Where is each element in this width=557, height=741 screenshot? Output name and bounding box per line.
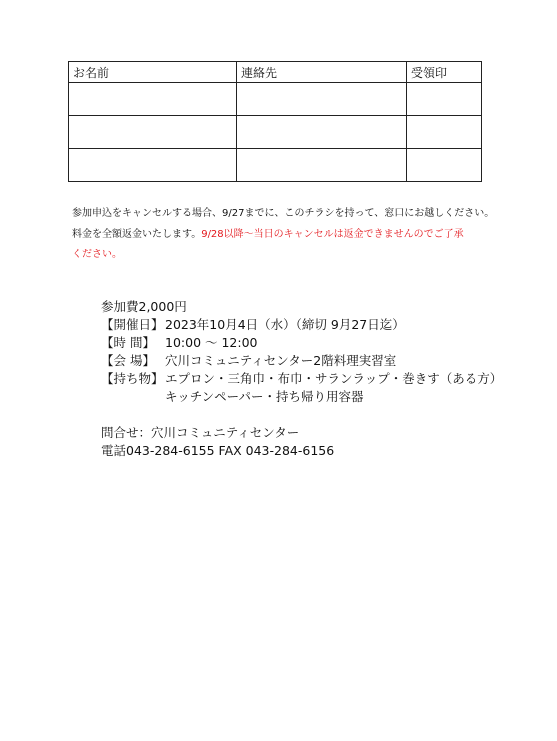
stamp-cell [407, 83, 482, 116]
fee-line [101, 298, 521, 316]
time-value: 10:00 ～ 12:00 [165, 335, 258, 350]
date-line [101, 316, 521, 334]
notice-line-2 [72, 225, 512, 246]
contact-line [101, 424, 521, 442]
stamp-cell [407, 116, 482, 149]
contact-text: 問合せ：穴川コミュニティセンター [101, 425, 300, 440]
header-contact: 連絡先 [237, 62, 407, 83]
table-header-row [69, 62, 482, 83]
cancellation-notice [72, 204, 512, 266]
no-refund-warning: 9/28以降～当日のキャンセルは返金できませんのでご了承 [201, 228, 464, 240]
table-row [69, 116, 482, 149]
venue-value: 穴川コミュニティセンター2階料理実習室 [165, 353, 397, 368]
phone-fax-text: 電話043-284-6155 FAX 043-284-6156 [101, 443, 335, 458]
header-name: お名前 [69, 62, 237, 83]
items-value-1: エプロン・三角巾・布巾・サランラップ・巻きす（ある方） [165, 371, 503, 386]
time-label: 【時 間】 [101, 335, 155, 350]
items-line [101, 370, 521, 388]
stamp-cell [407, 149, 482, 182]
venue-label: 【会 場】 [101, 353, 155, 368]
table-row [69, 83, 482, 116]
items-line-2 [101, 388, 521, 406]
notice-line-3: ください。 [72, 249, 122, 260]
name-cell [69, 116, 237, 149]
items-value-2: キッチンペーパー・持ち帰り用容器 [165, 389, 364, 404]
table-row [69, 149, 482, 182]
refund-text: 料金を全額返金いたします。 [72, 228, 202, 240]
phone-line [101, 442, 521, 460]
date-label: 【開催日】 [101, 317, 164, 332]
items-label: 【持ち物】 [101, 371, 164, 386]
contact-cell [237, 149, 407, 182]
time-line [101, 334, 521, 352]
name-cell [69, 149, 237, 182]
notice-line-1: 参加申込をキャンセルする場合、9/27までに、このチラシを持って、窓口にお越しください。 [72, 208, 495, 219]
spacer [101, 406, 521, 424]
contact-cell [237, 116, 407, 149]
date-value: 2023年10月4日（水）（締切 9月27日迄） [165, 317, 405, 332]
fee-text: 参加費2,000円 [101, 299, 187, 314]
registration-table [68, 61, 482, 182]
contact-cell [237, 83, 407, 116]
name-cell [69, 83, 237, 116]
venue-line [101, 352, 521, 370]
event-details [101, 298, 521, 460]
header-receipt-stamp: 受領印 [407, 62, 482, 83]
